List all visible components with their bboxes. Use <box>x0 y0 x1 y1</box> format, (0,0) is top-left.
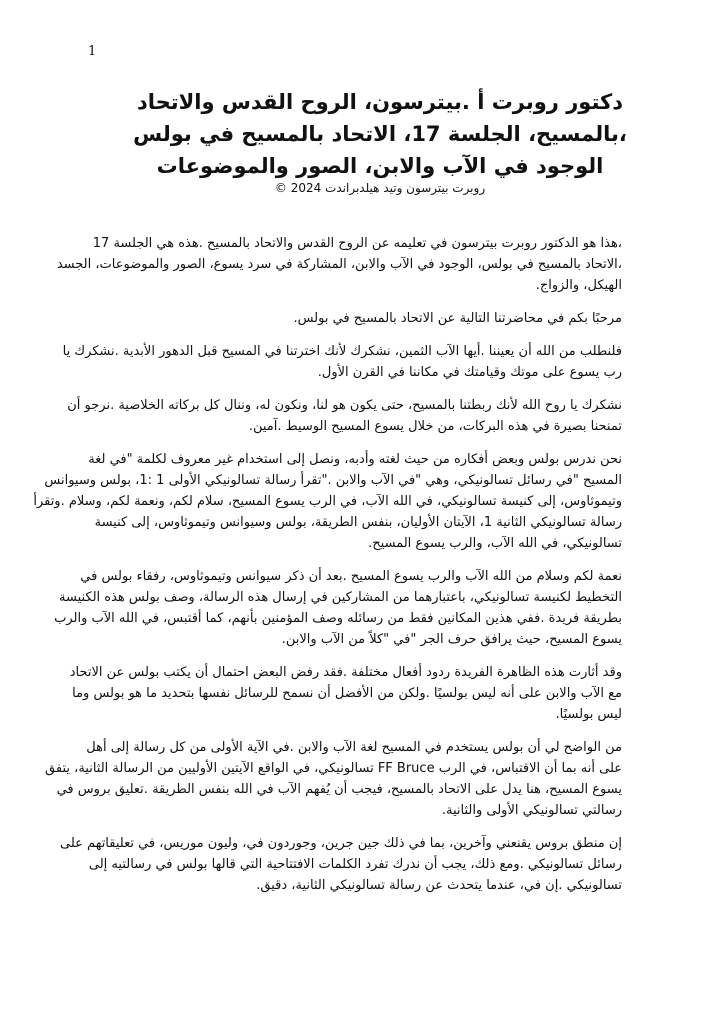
paragraph <box>45 737 622 821</box>
paragraph-line: إن منطق بروس يقنعني وآخرين، بما في ذلك جين جرين، وجوردون في، وليون موريس، في تعليقاتهم على <box>60 836 622 851</box>
paragraph-line: مرحبًا بكم في محاضرتنا التالية عن الاتحاد بالمسيح في بولس. <box>293 311 622 326</box>
paragraph-line: نعمة لكم وسلام من الله الآب والرب يسوع المسيح .بعد أن ذكر سيوانس وتيموثاوس، رفقاء بولس في <box>80 569 622 584</box>
paragraph-line: الهيكل، والزواج. <box>535 278 622 293</box>
paragraph-line: رسائل تسالونيكي .ومع ذلك، يجب أن ندرك تفرد الكلمات الافتتاحية التي قالها بولس في رسالتيه إلى <box>88 857 622 872</box>
title-line: ،بالمسيح، الجلسة 17، الاتحاد بالمسيح في بولس <box>133 122 627 146</box>
paragraph-line: تسالونيكي، في الله الآب، والرب يسوع المسيح. <box>368 536 622 551</box>
paragraph-line: ،الاتحاد بالمسيح في بولس، الوجود في الآب والابن، المشاركة في سرد يسوع، الصور والموضوعات، الجسد <box>56 257 622 272</box>
paragraph-line: يسوع المسيح، هنا يدل على الاتحاد بالمسيح، فيجب أن يُفهم الآب في الله بنفس الطريقة .تعليق بروس في <box>56 782 622 797</box>
paragraph-line: يسوع المسيح، حيث يرافق حرف الجر "في "كلاً من الآب والابن. <box>281 632 622 647</box>
paragraph-line: من الواضح لي أن بولس يستخدم في المسيح لغة الآب والابن .في الآية الأولى من كل رسالة إلى أهل <box>86 740 622 755</box>
paragraph <box>56 233 622 296</box>
paragraph <box>62 341 622 383</box>
document-title <box>120 86 640 196</box>
paragraph-line: رسالتي تسالونيكي الأولى والثانية. <box>441 803 622 818</box>
paragraph-line: تمنحنا بصيرة في هذه البركات، من خلال يسوع المسيح الوسيط .آمين. <box>248 419 622 434</box>
paragraph-line: وتيموثاوس، إلى كنيسة تسالونيكي، في الله الآب، في الرب يسوع المسيح، سلام لكم، ونعمة لكم، وسلام .وتقرأ <box>33 494 622 509</box>
paragraph-line: فلنطلب من الله أن يعيننا .أيها الآب الثمين، نشكرك لأنك اخترتنا في المسيح قبل الدهور الأبدية .نشكرك يا <box>62 344 622 359</box>
paragraph <box>60 833 622 896</box>
copyright-subtitle: روبرت بيترسون وتيد هيلدبراندت 2024 © <box>274 181 486 195</box>
paragraph-line: تسالونيكي .إن في، عندما يتحدث عن رسالة تسالونيكي الثانية، دقيق. <box>256 878 622 893</box>
paragraph <box>54 566 622 650</box>
paragraph-line: رب يسوع على موتك وقيامتك في مكاننا في القرن الأول. <box>317 365 622 380</box>
paragraph-line: التخطيط لكنيسة تسالونيكي، باعتبارهما من المشاركين في إرسال هذه الرسالة، وصف بولس هذه الكنيسة <box>59 590 622 605</box>
paragraph <box>33 449 622 554</box>
paragraph-line: نحن ندرس بولس وبعض أفكاره من حيث لغته وأدبه، ونصل إلى استخدام غير معروف لكلمة "في لغة <box>88 452 622 467</box>
paragraph-line: نشكرك يا روح الله لأنك ربطتنا بالمسيح، حتى يكون هو لنا، ونكون له، وننال كل بركاته الخلاصية .نرجو أن <box>67 398 622 413</box>
paragraph <box>104 308 622 329</box>
paragraph <box>69 662 622 725</box>
paragraph <box>67 395 622 437</box>
document-body <box>33 233 622 908</box>
title-line: الوجود في الآب والابن، الصور والموضوعات <box>156 154 604 178</box>
paragraph-line: وقد أثارت هذه الظاهرة الفريدة ردود أفعال مختلفة .فقد رفض البعض احتمال أن يكتب بولس عن الاتحاد <box>69 665 622 680</box>
paragraph-line: المسيح "في رسائل تسالونيكي، وهي "في الآب والابن ."تقرأ رسالة تسالونيكي الأولى 1 :1، بولس وسيوانس <box>44 473 622 488</box>
paragraph-line: رسالة تسالونيكي الثانية 1، الآيتان الأوليان، بنفس الطريقة، بولس وسيوانس وتيموثاوس، إلى كنيسة <box>94 515 622 530</box>
paragraph-line: ،هذا هو الدكتور روبرت بيترسون في تعليمه عن الروح القدس والاتحاد بالمسيح .هذه هي الجلسة 17 <box>92 236 622 251</box>
title-line: دكتور روبرت أ .بيترسون، الروح القدس والاتحاد <box>136 90 624 114</box>
paragraph-line: مع الآب والابن على أنه ليس بولسيًا .ولكن من الأفضل أن نسمح للرسائل نفسها بتحديد ما هو بولس وما <box>72 686 622 701</box>
page-number: 1 <box>88 44 97 59</box>
paragraph-line: على أنه بما أن الاقتباس، في الرب FF Bruce تسالونيكي، في الواقع الآيتين الأوليين من الرسالة الثانية، يتفق <box>45 761 622 776</box>
paragraph-line: بطريقة فريدة .ففي هذين المكانين فقط من رسائله وصف المؤمنين بأنهم، كما أقتبس، في الله الآب والرب <box>54 611 622 626</box>
paragraph-line: ليس بولسيًا. <box>555 707 622 722</box>
